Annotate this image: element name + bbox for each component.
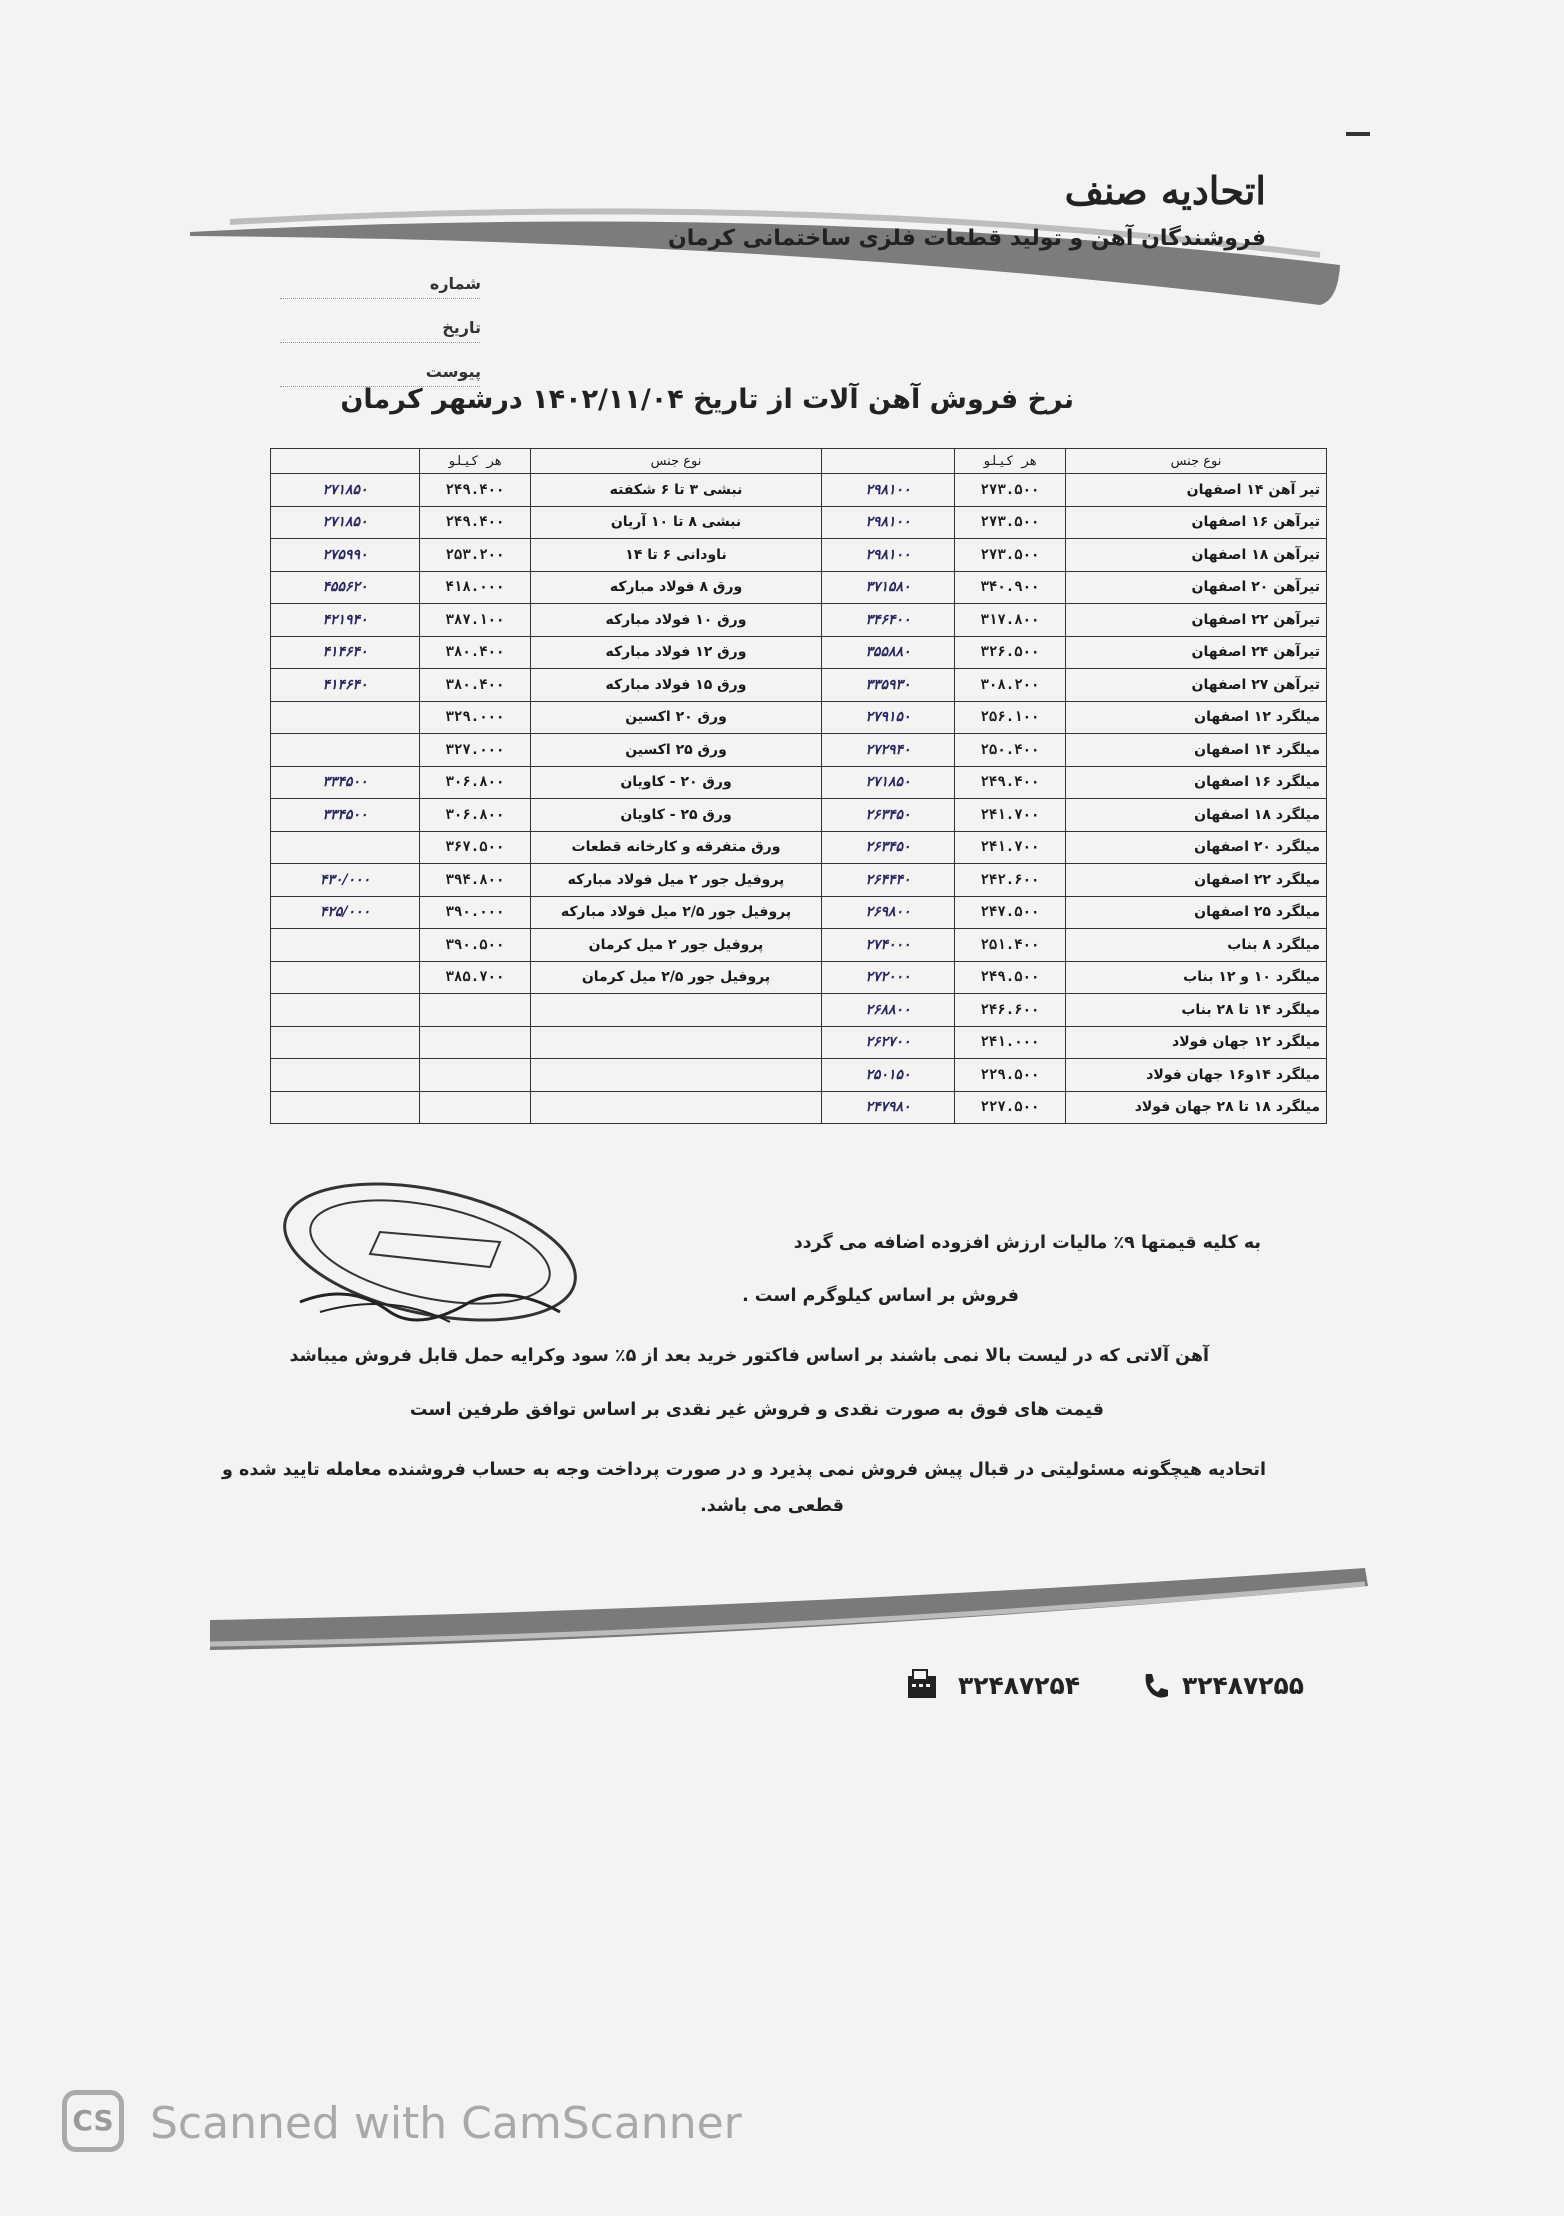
header-price: هر کیلو	[955, 449, 1066, 474]
handwritten-price-2: ۲۷۱۸۵۰	[271, 474, 420, 507]
phone-number: ۳۲۴۸۷۲۵۵	[1182, 1671, 1305, 1700]
item-name-2: ورق ۱۵ فولاد مبارکه	[531, 669, 822, 702]
item-price: ۲۴۱.۷۰۰	[955, 799, 1066, 832]
item-name: تیرآهن ۱۸ اصفهان	[1066, 539, 1327, 572]
handwritten-price-2: ۳۳۴۵۰۰	[271, 766, 420, 799]
handwritten-price-2: ۲۷۵۹۹۰	[271, 539, 420, 572]
item-price-2: ۳۰۶.۸۰۰	[420, 799, 531, 832]
handwritten-price-2: ۴۱۴۶۴۰	[271, 669, 420, 702]
item-name: تیرآهن ۲۷ اصفهان	[1066, 669, 1327, 702]
item-name-2: ورق ۱۲ فولاد مبارکه	[531, 636, 822, 669]
note-payment: قیمت های فوق به صورت نقدی و فروش غیر نقدی بر اساس توافق طرفین است	[409, 1400, 1104, 1420]
table-row	[271, 1026, 1327, 1059]
item-price: ۲۷۳.۵۰۰	[955, 539, 1066, 572]
item-name: میلگرد ۱۴ تا ۲۸ بناب	[1066, 994, 1327, 1027]
table-row	[271, 669, 1327, 702]
item-name: میلگرد ۲۵ اصفهان	[1066, 896, 1327, 929]
item-name: میلگرد ۱۲ اصفهان	[1066, 701, 1327, 734]
note-other-items: آهن آلاتی که در لیست بالا نمی باشند بر اساس فاکتور خرید بعد از ۵٪ سود وکرایه حمل قابل فروش میباشد	[289, 1346, 1209, 1366]
item-name: میلگرد ۱۰ و ۱۲ بناب	[1066, 961, 1327, 994]
handwritten-price-2	[271, 831, 420, 864]
handwritten-price-2: ۲۷۱۸۵۰	[271, 506, 420, 539]
item-name-2: ناودانی ۶ تا ۱۴	[531, 539, 822, 572]
header-item-2: نوع جنس	[531, 449, 822, 474]
item-name-2	[531, 1026, 822, 1059]
handwritten-price: ۲۹۸۱۰۰	[822, 539, 955, 572]
item-price: ۳۰۸.۲۰۰	[955, 669, 1066, 702]
item-price-2: ۳۰۶.۸۰۰	[420, 766, 531, 799]
item-price-2: ۳۸۰.۴۰۰	[420, 669, 531, 702]
item-price: ۲۲۷.۵۰۰	[955, 1091, 1066, 1124]
handwritten-price: ۲۷۴۰۰۰	[822, 929, 955, 962]
item-name: میلگرد ۲۰ اصفهان	[1066, 831, 1327, 864]
item-price: ۲۴۱.۷۰۰	[955, 831, 1066, 864]
item-name-2	[531, 1091, 822, 1124]
item-name: میلگرد ۱۸ اصفهان	[1066, 799, 1327, 832]
handwritten-price: ۲۷۹۱۵۰	[822, 701, 955, 734]
phone-icon	[1140, 1670, 1172, 1702]
item-name: میلگرد ۱۴ اصفهان	[1066, 734, 1327, 767]
item-price: ۳۲۶.۵۰۰	[955, 636, 1066, 669]
item-name: تیرآهن ۲۲ اصفهان	[1066, 604, 1327, 637]
item-name-2: ورق ۱۰ فولاد مبارکه	[531, 604, 822, 637]
handwritten-price-2: ۴۵۵۶۲۰	[271, 571, 420, 604]
header-price-2: هر کیلو	[420, 449, 531, 474]
item-price: ۳۴۰.۹۰۰	[955, 571, 1066, 604]
item-name: میلگرد ۸ بناب	[1066, 929, 1327, 962]
date-label: تاریخ	[442, 318, 481, 337]
item-name: تیرآهن ۱۶ اصفهان	[1066, 506, 1327, 539]
handwritten-price: ۳۷۱۵۸۰	[822, 571, 955, 604]
table-row	[271, 929, 1327, 962]
table-row	[271, 474, 1327, 507]
number-line	[280, 298, 480, 299]
corner-mark	[1346, 132, 1370, 136]
footer-swoosh	[0, 1540, 1564, 1680]
item-name-2: ورق ۸ فولاد مبارکه	[531, 571, 822, 604]
item-price-2: ۳۲۹.۰۰۰	[420, 701, 531, 734]
table-row	[271, 734, 1327, 767]
item-price-2: ۳۹۰.۵۰۰	[420, 929, 531, 962]
header-handwritten-2	[271, 449, 420, 474]
item-name: میلگرد ۱۲ جهان فولاد	[1066, 1026, 1327, 1059]
table-row	[271, 961, 1327, 994]
handwritten-price-2	[271, 734, 420, 767]
item-name: تیرآهن ۲۴ اصفهان	[1066, 636, 1327, 669]
handwritten-price-2: ۴۲۱۹۴۰	[271, 604, 420, 637]
table-row	[271, 1059, 1327, 1092]
table-row	[271, 994, 1327, 1027]
attachment-label: پیوست	[425, 362, 481, 381]
item-name: تیرآهن ۲۰ اصفهان	[1066, 571, 1327, 604]
item-name-2: نبشی ۸ تا ۱۰ آریان	[531, 506, 822, 539]
table-header-row	[271, 449, 1327, 474]
item-name: میلگرد ۱۴و۱۶ جهان فولاد	[1066, 1059, 1327, 1092]
item-name-2: ورق ۲۵ - کاویان	[531, 799, 822, 832]
item-price-2: ۳۲۷.۰۰۰	[420, 734, 531, 767]
camscanner-watermark: Scanned with CamScanner	[150, 2098, 742, 2149]
item-price: ۲۴۹.۵۰۰	[955, 961, 1066, 994]
handwritten-price: ۲۹۸۱۰۰	[822, 506, 955, 539]
handwritten-price: ۲۴۷۹۸۰	[822, 1091, 955, 1124]
table-row	[271, 636, 1327, 669]
handwritten-price: ۲۶۹۸۰۰	[822, 896, 955, 929]
item-name-2: پروفیل جور ۲ میل کرمان	[531, 929, 822, 962]
fax-number: ۳۲۴۸۷۲۵۴	[958, 1671, 1081, 1700]
header-item: نوع جنس	[1066, 449, 1327, 474]
table-row	[271, 1091, 1327, 1124]
handwritten-price: ۳۵۵۸۸۰	[822, 636, 955, 669]
item-price-2: ۳۸۷.۱۰۰	[420, 604, 531, 637]
table-row	[271, 571, 1327, 604]
header-handwritten	[822, 449, 955, 474]
item-price: ۲۷۳.۵۰۰	[955, 474, 1066, 507]
handwritten-price-2	[271, 1059, 420, 1092]
handwritten-price: ۳۳۵۹۳۰	[822, 669, 955, 702]
note-liability: اتحادیه هیچگونه مسئولیتی در قبال پیش فروش نمی پذیرد و در صورت پرداخت وجه به حساب فروشنده معامله تایید شده و	[222, 1460, 1266, 1480]
item-price-2: ۲۴۹.۴۰۰	[420, 506, 531, 539]
note-per-kilo: فروش بر اساس کیلوگرم است .	[742, 1286, 1019, 1306]
item-price-2	[420, 1059, 531, 1092]
handwritten-price: ۲۷۱۸۵۰	[822, 766, 955, 799]
handwritten-price-2	[271, 961, 420, 994]
handwritten-price-2: ۴۱۴۶۴۰	[271, 636, 420, 669]
handwritten-price: ۲۶۴۴۴۰	[822, 864, 955, 897]
handwritten-price: ۲۷۲۹۴۰	[822, 734, 955, 767]
item-name-2	[531, 1059, 822, 1092]
item-price-2: ۴۱۸.۰۰۰	[420, 571, 531, 604]
item-price: ۲۲۹.۵۰۰	[955, 1059, 1066, 1092]
item-name-2: پروفیل جور ۲ میل فولاد مبارکه	[531, 864, 822, 897]
table-row	[271, 864, 1327, 897]
note-liability-cont: قطعی می باشد.	[700, 1496, 844, 1516]
handwritten-price-2	[271, 701, 420, 734]
item-price-2: ۳۹۴.۸۰۰	[420, 864, 531, 897]
item-name: تیر آهن ۱۴ اصفهان	[1066, 474, 1327, 507]
union-stamp	[270, 1172, 630, 1342]
item-name-2: ورق ۲۵ اکسین	[531, 734, 822, 767]
handwritten-price: ۲۶۳۴۵۰	[822, 799, 955, 832]
item-price: ۲۴۹.۴۰۰	[955, 766, 1066, 799]
item-name: میلگرد ۱۶ اصفهان	[1066, 766, 1327, 799]
item-name: میلگرد ۱۸ تا ۲۸ جهان فولاد	[1066, 1091, 1327, 1124]
table-row	[271, 896, 1327, 929]
camscanner-logo: CS	[62, 2090, 124, 2152]
item-price-2: ۲۵۳.۲۰۰	[420, 539, 531, 572]
date-line	[280, 342, 480, 343]
handwritten-price-2: ۳۳۴۵۰۰	[271, 799, 420, 832]
item-price: ۲۴۷.۵۰۰	[955, 896, 1066, 929]
item-name: میلگرد ۲۲ اصفهان	[1066, 864, 1327, 897]
number-label: شماره	[429, 274, 481, 293]
item-price: ۲۴۱.۰۰۰	[955, 1026, 1066, 1059]
note-vat: به کلیه قیمتها ۹٪ مالیات ارزش افزوده اضافه می گردد	[793, 1233, 1261, 1253]
handwritten-price-2	[271, 1091, 420, 1124]
handwritten-price-2: ۴۳۰/۰۰۰	[271, 864, 420, 897]
handwritten-price-2	[271, 994, 420, 1027]
item-name-2: ورق ۲۰ اکسین	[531, 701, 822, 734]
table-row	[271, 604, 1327, 637]
table-body	[271, 474, 1327, 1124]
item-price: ۲۷۳.۵۰۰	[955, 506, 1066, 539]
item-price-2	[420, 1091, 531, 1124]
table-row	[271, 539, 1327, 572]
table-row	[271, 831, 1327, 864]
item-name-2: پروفیل جور ۲/۵ میل کرمان	[531, 961, 822, 994]
item-price-2: ۳۸۵.۷۰۰	[420, 961, 531, 994]
union-title: اتحادیه صنف	[1064, 168, 1266, 213]
handwritten-price: ۲۹۸۱۰۰	[822, 474, 955, 507]
price-table	[270, 448, 1327, 1124]
handwritten-price: ۲۵۰۱۵۰	[822, 1059, 955, 1092]
item-price: ۳۱۷.۸۰۰	[955, 604, 1066, 637]
handwritten-price-2	[271, 929, 420, 962]
item-price-2: ۳۹۰.۰۰۰	[420, 896, 531, 929]
item-name-2	[531, 994, 822, 1027]
item-price: ۲۵۶.۱۰۰	[955, 701, 1066, 734]
table-row	[271, 766, 1327, 799]
item-price-2: ۳۶۷.۵۰۰	[420, 831, 531, 864]
item-name-2: ورق ۲۰ - کاویان	[531, 766, 822, 799]
item-price: ۲۵۰.۴۰۰	[955, 734, 1066, 767]
fax-icon	[905, 1668, 939, 1702]
table-row	[271, 506, 1327, 539]
item-price: ۲۴۲.۶۰۰	[955, 864, 1066, 897]
handwritten-price: ۲۶۲۷۰۰	[822, 1026, 955, 1059]
handwritten-price: ۳۴۶۴۰۰	[822, 604, 955, 637]
handwritten-price: ۲۶۳۴۵۰	[822, 831, 955, 864]
header-swoosh	[0, 0, 1564, 420]
item-price-2	[420, 994, 531, 1027]
item-price: ۲۵۱.۴۰۰	[955, 929, 1066, 962]
item-price-2: ۲۴۹.۴۰۰	[420, 474, 531, 507]
table-row	[271, 799, 1327, 832]
handwritten-price-2: ۴۲۵/۰۰۰	[271, 896, 420, 929]
handwritten-price-2	[271, 1026, 420, 1059]
table-row	[271, 701, 1327, 734]
item-name-2: نبشی ۳ تا ۶ شکفته	[531, 474, 822, 507]
item-name-2: پروفیل جور ۲/۵ میل فولاد مبارکه	[531, 896, 822, 929]
handwritten-price: ۲۶۸۸۰۰	[822, 994, 955, 1027]
item-price: ۲۴۶.۶۰۰	[955, 994, 1066, 1027]
item-name-2: ورق متفرقه و کارخانه قطعات	[531, 831, 822, 864]
item-price-2	[420, 1026, 531, 1059]
document-title: نرخ فروش آهن آلات از تاریخ ۱۴۰۲/۱۱/۰۴ درشهر کرمان	[340, 384, 1074, 415]
handwritten-price: ۲۷۲۰۰۰	[822, 961, 955, 994]
item-price-2: ۳۸۰.۴۰۰	[420, 636, 531, 669]
union-subtitle: فروشندگان آهن و تولید قطعات فلزی ساختمانی کرمان	[667, 226, 1266, 251]
